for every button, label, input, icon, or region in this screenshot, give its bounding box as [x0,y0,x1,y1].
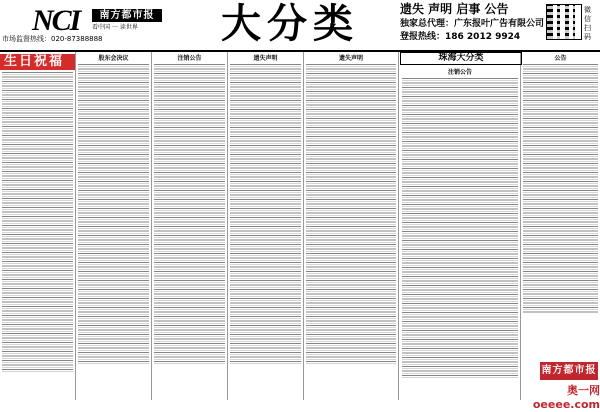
notice-text-block [2,72,73,372]
newspaper-name: 南方都市报 [92,9,162,22]
page-title: 大分类 [221,1,359,47]
column-heading: 遗失声明 [338,55,363,62]
column-3 [152,52,228,400]
qr-code-icon[interactable] [546,4,582,40]
supervision-hotline: 市场监督热线：020-87388888 [2,35,103,43]
column-4 [228,52,304,400]
notice-text-block [306,64,396,364]
ad-hotline: 登报热线：186 2012 9924 [400,32,521,42]
column-heading: 注销公告 [177,55,202,62]
column-5 [304,52,399,400]
notice-text-block [523,64,598,314]
slogan: 看中国 一 读世界 [92,24,138,31]
notice-text-block [154,64,225,364]
column-heading: 股东会决议 [98,55,129,62]
notice-text-block [78,64,149,364]
zhuhai-section-title: 珠海大分类 [400,52,522,65]
birthday-heading: 生日祝福 [0,54,75,70]
column-heading: 注销公告 [447,69,472,76]
newspaper-logo: NCI [32,4,80,37]
notice-text-block [402,78,518,378]
footer-watermark: 奥一网 oeeee.com [532,384,600,411]
column-heading: 公告 [554,55,567,62]
column-heading: 遗失声明 [253,55,278,62]
column-2 [76,52,152,400]
notice-text-block [230,64,301,364]
notice-categories: 遗失 声明 启事 公告 [400,2,509,16]
classified-grid [0,52,600,400]
exclusive-agent: 独家总代理：广东报叶广告有限公司 [400,19,545,29]
column-6 [400,52,521,400]
masthead [0,0,600,52]
scan-label: 微信扫码 [584,6,591,41]
column-1 [0,52,76,400]
footer-logo: 南方都市报 [540,362,598,380]
column-7 [521,52,600,400]
